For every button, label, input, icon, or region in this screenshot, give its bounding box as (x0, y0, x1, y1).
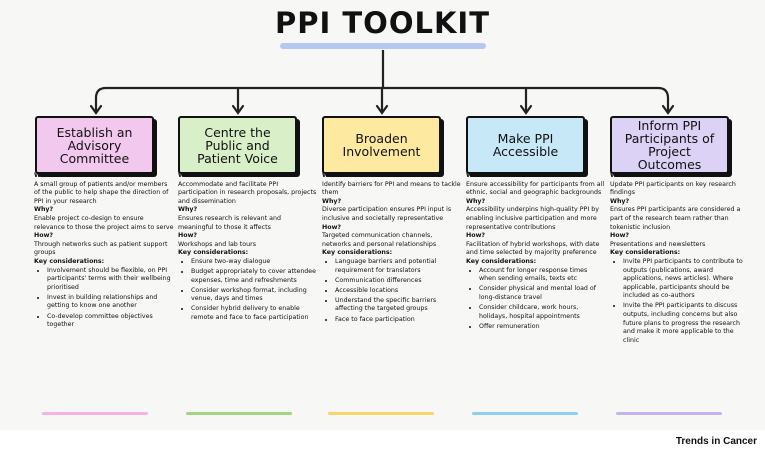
column-header-5: Inform PPI Participants of Project Outcomes (610, 116, 729, 174)
why-text: Enable project co-design to ensure relevance to those the project aims to serve (34, 214, 174, 231)
column-body-4 (466, 172, 606, 333)
consideration-item: • Invest in building relationships and getting to know one another (47, 294, 174, 311)
what-text: Ensure accessibility for participants from all ethnic, social and geographic backgrounds (466, 180, 605, 197)
why-text: Ensures research is relevant and meaningful to those it affects (178, 214, 281, 231)
column-body-3 (322, 172, 462, 326)
how-text: Targeted communication channels, networks and personal relationships (322, 232, 437, 248)
diagram-title: PPI TOOLKIT (274, 6, 490, 40)
how-text: Workshops and lab tours (178, 240, 256, 248)
how-label: How? (34, 232, 54, 240)
consideration-item: • Budget appropriately to cover attendee expenses, time and refreshments (191, 268, 318, 285)
consideration-item: • Consider childcare, work hours, holidays, hospital appointments (479, 304, 606, 321)
consideration-item: • Co-develop committee objectives together (47, 313, 174, 330)
consideration-item: • Language barriers and potential requirement for translators (335, 258, 462, 275)
what-label: What? (34, 172, 57, 179)
how-text: Through networks such as patient support groups (34, 240, 168, 257)
key-considerations-label: Key considerations: (322, 249, 393, 257)
consideration-item: • Face to face participation (335, 316, 462, 325)
what-text: Accommodate and facilitate PPI participation in research proposals, projects and dissemination (178, 180, 317, 205)
key-considerations-label: Key considerations: (610, 249, 681, 257)
column-body-2 (178, 172, 318, 324)
consideration-item: • Consider hybrid delivery to enable remote and face to face participation (191, 305, 318, 322)
consideration-item: • Account for longer response times when sending emails, texts etc (479, 267, 606, 284)
consideration-item: • Consider physical and mental load of long-distance travel (479, 285, 606, 302)
column-underline-5 (616, 412, 722, 415)
what-label: What? (322, 172, 345, 179)
key-considerations-label: Key considerations: (178, 249, 249, 257)
key-considerations-label: Key considerations: (34, 257, 105, 265)
journal-credit: Trends in Cancer (675, 436, 757, 447)
column-underline-4 (472, 412, 578, 415)
key-considerations-label: Key considerations: (466, 257, 537, 265)
column-underline-1 (42, 412, 148, 415)
considerations-list (34, 267, 174, 330)
consideration-item: • Understand the specific barriers affecting the targeted groups (335, 297, 462, 314)
consideration-item: • Invite the PPI participants to discuss outputs, including concerns but also future plans to progress the research and make it more applicable to the clinic (623, 302, 750, 345)
column-body-5 (610, 172, 750, 347)
consideration-item: • Involvement should be flexible, on PPI participants' terms with their wellbeing prioritised (47, 267, 174, 293)
what-text: A small group of patients and/or members of the public to help shape the direction of PPI in your research (34, 180, 169, 205)
why-text: Diverse participation ensures PPI input is inclusive and societally representative (322, 206, 452, 222)
column-underline-2 (186, 412, 292, 415)
why-text: Ensures PPI participants are considered a part of the research team rather than tokenistic inclusion (610, 206, 741, 231)
why-label: Why? (322, 197, 342, 205)
considerations-list (466, 267, 606, 332)
why-label: Why? (610, 197, 630, 205)
how-label: How? (466, 232, 486, 240)
how-text: Presentations and newsletters (610, 240, 706, 248)
consideration-item: • Ensure two-way dialogue (191, 258, 318, 267)
why-label: Why? (466, 197, 486, 205)
what-text: Update PPI participants on key research findings (610, 180, 736, 197)
why-label: Why? (34, 206, 54, 214)
column-header-3: Broaden Involvement (322, 116, 441, 174)
why-label: Why? (178, 206, 198, 214)
column-header-2: Centre the Public and Patient Voice (178, 116, 297, 174)
what-text: Identify barriers for PPI and means to tackle them (322, 180, 461, 197)
what-label: What? (610, 172, 633, 179)
considerations-list (178, 258, 318, 323)
consideration-item: • Accessible locations (335, 287, 462, 296)
how-label: How? (178, 232, 198, 240)
consideration-item: • Offer remuneration (479, 323, 606, 332)
how-label: How? (322, 223, 342, 231)
consideration-item: • Communication differences (335, 277, 462, 286)
consideration-item: • Consider workshop format, including venue, days and times (191, 287, 318, 304)
column-header-1: Establish an Advisory Committee (35, 116, 154, 174)
column-underline-3 (328, 412, 434, 415)
how-text: Facilitation of hybrid workshops, with date and time selected by majority preference (466, 240, 600, 257)
what-label: What? (178, 172, 201, 179)
what-label: What? (466, 172, 489, 179)
column-header-4: Make PPI Accessible (466, 116, 585, 174)
how-label: How? (610, 232, 630, 240)
considerations-list (610, 258, 750, 345)
column-body-1 (34, 172, 174, 331)
considerations-list (322, 258, 462, 324)
why-text: Accessibility underpins high-quality PPI by enabling inclusive participation and more representative contributions (466, 206, 599, 231)
consideration-item: • Invite PPI participants to contribute to outputs (publications, award applications, news articles). Where applicable, participants should be included as co-authors (623, 258, 750, 301)
